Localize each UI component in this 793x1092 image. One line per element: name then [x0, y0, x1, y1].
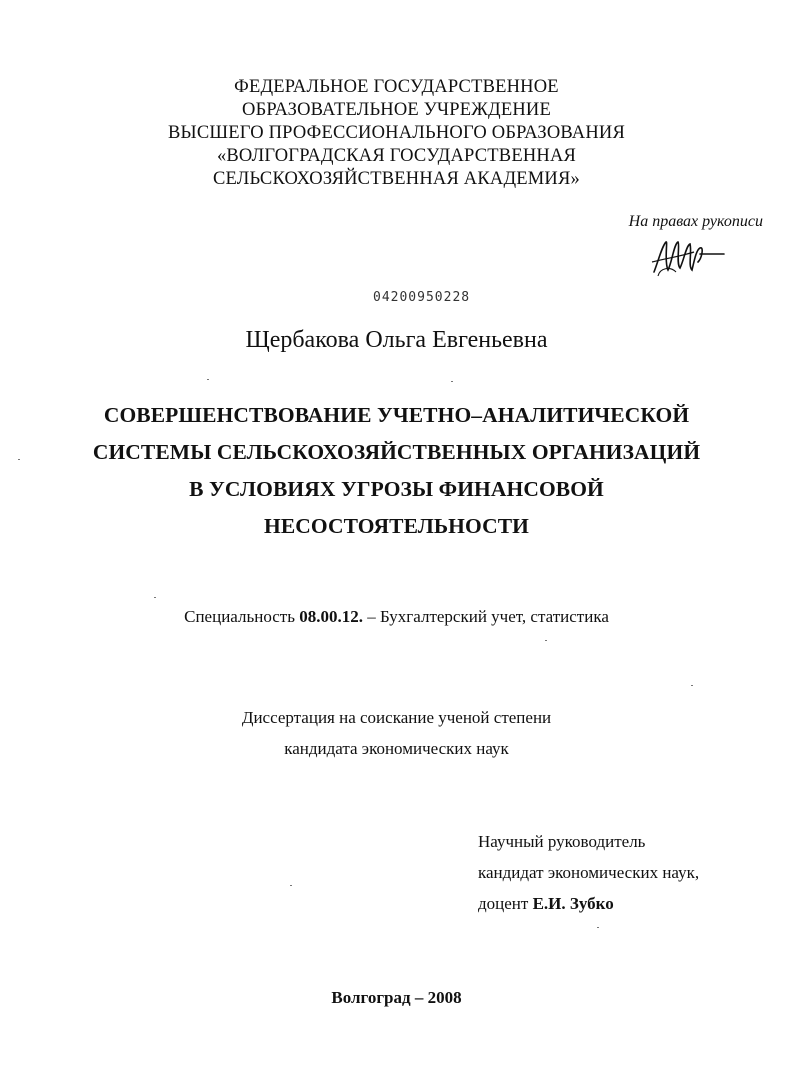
institution-line: ОБРАЗОВАТЕЛЬНОЕ УЧРЕЖДЕНИЕ: [242, 100, 551, 120]
dissertation-title: [0, 397, 793, 545]
institution-line: ВЫСШЕГО ПРОФЕССИОНАЛЬНОГО ОБРАЗОВАНИЯ: [167, 123, 626, 143]
scan-speck: [597, 927, 599, 928]
title-line: В УСЛОВИЯХ УГРОЗЫ ФИНАНСОВОЙ: [189, 477, 604, 501]
scan-speck: [18, 459, 20, 460]
advisor-name: Е.И. Зубко: [532, 894, 614, 913]
institution-line: СЕЛЬСКОХОЗЯЙСТВЕННАЯ АКАДЕМИЯ»: [213, 169, 580, 189]
advisor-role: Научный руководитель: [478, 832, 646, 851]
scan-speck: [545, 640, 547, 641]
scientific-advisor: [478, 826, 699, 919]
advisor-degree: кандидат экономических наук,: [478, 863, 700, 882]
title-line: СОВЕРШЕНСТВОВАНИЕ УЧЕТНО–АНАЛИТИЧЕСКОЙ: [103, 403, 690, 427]
specialty-line: [0, 607, 793, 627]
specialty-code: 08.00.12.: [299, 607, 363, 626]
degree-line: Диссертация на соискание ученой степени: [241, 708, 552, 727]
city-year: Волгоград – 2008: [331, 988, 462, 1007]
rights-note: На правах рукописи: [628, 213, 763, 230]
scan-speck: [691, 685, 693, 686]
scan-speck: [154, 597, 156, 598]
catalog-code: 04200950228: [373, 290, 471, 305]
advisor-rank-name: [478, 888, 699, 919]
scan-speck: [207, 379, 209, 380]
scan-speck: [290, 885, 292, 886]
institution-line: «ВОЛГОГРАДСКАЯ ГОСУДАРСТВЕННАЯ: [216, 146, 577, 166]
scan-speck: [451, 381, 453, 382]
title-line: СИСТЕМЫ СЕЛЬСКОХОЗЯЙСТВЕННЫХ ОРГАНИЗАЦИЙ: [92, 440, 701, 464]
signature-icon: [648, 232, 728, 280]
specialty-prefix: Специальность: [184, 607, 300, 626]
advisor-rank: доцент: [478, 894, 533, 913]
title-line: НЕСОСТОЯТЕЛЬНОСТИ: [264, 514, 529, 538]
institution-header: [0, 76, 793, 191]
institution-line: ФЕДЕРАЛЬНОЕ ГОСУДАРСТВЕННОЕ: [234, 77, 559, 97]
degree-line: кандидата экономических наук: [284, 739, 509, 758]
specialty-suffix: – Бухгалтерский учет, статистика: [362, 607, 609, 626]
degree-statement: [0, 702, 793, 764]
author-name: Щербакова Ольга Евгеньевна: [245, 327, 548, 353]
